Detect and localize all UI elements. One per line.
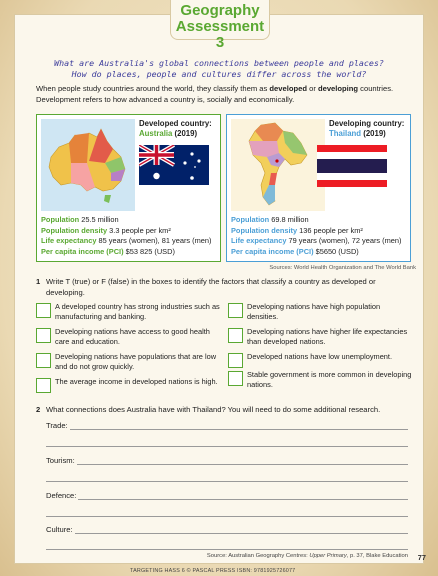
thailand-heading-label: Developing country: — [329, 119, 405, 128]
defence-field — [46, 491, 408, 501]
tf-answer-box[interactable] — [36, 328, 51, 343]
stat-value: 79 years (women), 72 years (men) — [286, 236, 402, 246]
sources-bottom-prefix: Source: Australian Geography Centres: — [206, 553, 310, 559]
tf-item — [36, 377, 216, 399]
inquiry-questions — [40, 58, 398, 80]
answer-line[interactable] — [46, 481, 408, 482]
tf-answer-box[interactable] — [36, 303, 51, 318]
intro-developed: developed — [269, 84, 307, 93]
tf-item — [228, 367, 412, 389]
stat-row — [231, 247, 411, 258]
defence-label: Defence: — [46, 491, 77, 500]
thai-flag-image — [317, 145, 387, 185]
answer-line[interactable] — [46, 516, 408, 517]
tf-statement: Developing nations have high population densities. — [247, 302, 381, 321]
tf-statement: The average income in developed nations is high. — [55, 377, 218, 386]
tf-statement: A developed country has strong industries such as manufacturing and banking. — [55, 302, 220, 321]
tourism-label: Tourism: — [46, 456, 75, 465]
trade-label: Trade: — [46, 421, 68, 430]
intro-or: or — [306, 84, 318, 93]
tf-answer-box[interactable] — [36, 353, 51, 368]
intro-text-2: countries. Development refers to how advanced a country is, socially and economically. — [36, 84, 394, 104]
page-number: 77 — [417, 553, 426, 562]
answer-line[interactable] — [46, 549, 408, 550]
australia-stats — [41, 215, 221, 257]
australia-year: (2019) — [172, 129, 198, 138]
answer-line[interactable] — [46, 446, 408, 447]
stat-row — [231, 236, 411, 247]
title-line-1: Geography — [180, 2, 260, 19]
tf-statement: Stable government is more common in developing nations. — [247, 370, 412, 389]
tourism-field — [46, 456, 408, 466]
stat-label: Population — [231, 215, 270, 224]
footer-text: TARGETING HASS 6 © PASCAL PRESS ISBN: 9781925726077 — [130, 568, 296, 574]
stat-row — [41, 236, 221, 247]
stat-row — [41, 215, 221, 226]
tf-statement: Developed nations have low unemployment. — [247, 352, 393, 361]
thailand-stats — [231, 215, 411, 257]
tf-answer-box[interactable] — [228, 371, 243, 386]
stat-row — [41, 226, 221, 237]
question-1-number: 1 — [36, 277, 41, 286]
thailand-heading — [329, 119, 409, 139]
australia-map — [41, 119, 135, 211]
stat-value: $5650 (USD) — [313, 246, 359, 256]
stat-label: Population — [41, 215, 80, 224]
thailand-card — [226, 114, 411, 262]
question-2-number: 2 — [36, 405, 41, 414]
stat-label: Per capita income (PCI) — [41, 246, 124, 256]
stat-label: Life expectancy — [41, 236, 97, 246]
tf-item — [36, 352, 216, 374]
tf-answer-box[interactable] — [228, 303, 243, 318]
sources-bottom-title: Upper Primary — [309, 553, 347, 559]
question-1-text: Write T (true) or F (false) in the boxes to identify the factors that classify a country as developed or developing. — [46, 277, 376, 297]
title-tab — [170, 0, 270, 51]
thailand-name: Thailand — [329, 129, 362, 138]
stat-row — [41, 247, 221, 258]
stat-value: 25.5 million — [79, 215, 119, 224]
australian-flag-image — [139, 145, 209, 185]
trade-field — [46, 421, 408, 431]
culture-label: Culture: — [46, 525, 73, 534]
culture-field — [46, 525, 408, 535]
tf-answer-box[interactable] — [36, 378, 51, 393]
stat-label: Population density — [41, 225, 108, 235]
tf-answer-box[interactable] — [228, 328, 243, 343]
tf-item — [36, 327, 216, 349]
tf-item — [228, 302, 408, 324]
tf-answer-box[interactable] — [228, 353, 243, 368]
australia-card — [36, 114, 221, 262]
thailand-year: (2019) — [361, 129, 386, 138]
intro-paragraph — [36, 84, 416, 105]
australia-name: Australia — [139, 129, 173, 138]
intro-text-1: When people study countries around the world, they classify them as — [36, 84, 270, 93]
tf-item — [36, 302, 220, 324]
inquiry-question-1: What are Australia's global connections between people and places? — [54, 58, 384, 68]
question-2-text: What connections does Australia have with Thailand? You will need to do some additional research. — [46, 405, 381, 414]
australia-heading-label: Developed country: — [139, 119, 212, 128]
stat-label: Per capita income (PCI) — [231, 246, 314, 256]
stat-value: $53 825 (USD) — [123, 246, 175, 256]
stat-row — [231, 215, 411, 226]
inquiry-question-2: How do places, people and cultures differ across the world? — [71, 69, 367, 79]
tf-statement: Developing nations have populations that are low and do not grow quickly. — [55, 352, 217, 371]
stat-row — [231, 226, 411, 237]
stat-value: 85 years (women), 81 years (men) — [96, 236, 212, 246]
stat-value: 69.8 million — [269, 215, 309, 224]
intro-developing: developing — [317, 84, 359, 93]
sources-bottom — [207, 553, 408, 559]
tf-statement: Developing nations have access to good health care and education. — [55, 327, 210, 346]
stat-value: 136 people per km² — [297, 225, 363, 235]
tf-statement: Developing nations have higher life expectancies than developed nations. — [247, 327, 408, 346]
stat-value: 3.3 people per km² — [107, 225, 171, 235]
stat-label: Population density — [231, 225, 298, 235]
thailand-map — [231, 119, 325, 211]
stat-label: Life expectancy — [231, 236, 287, 246]
sources-top: Sources: World Health Organization and The World Bank — [269, 265, 416, 271]
sources-bottom-suffix: , p. 37, Blake Education — [346, 553, 408, 559]
tf-item — [228, 327, 408, 349]
australia-heading — [139, 119, 219, 139]
title-line-2: Assessment 3 — [175, 18, 265, 51]
